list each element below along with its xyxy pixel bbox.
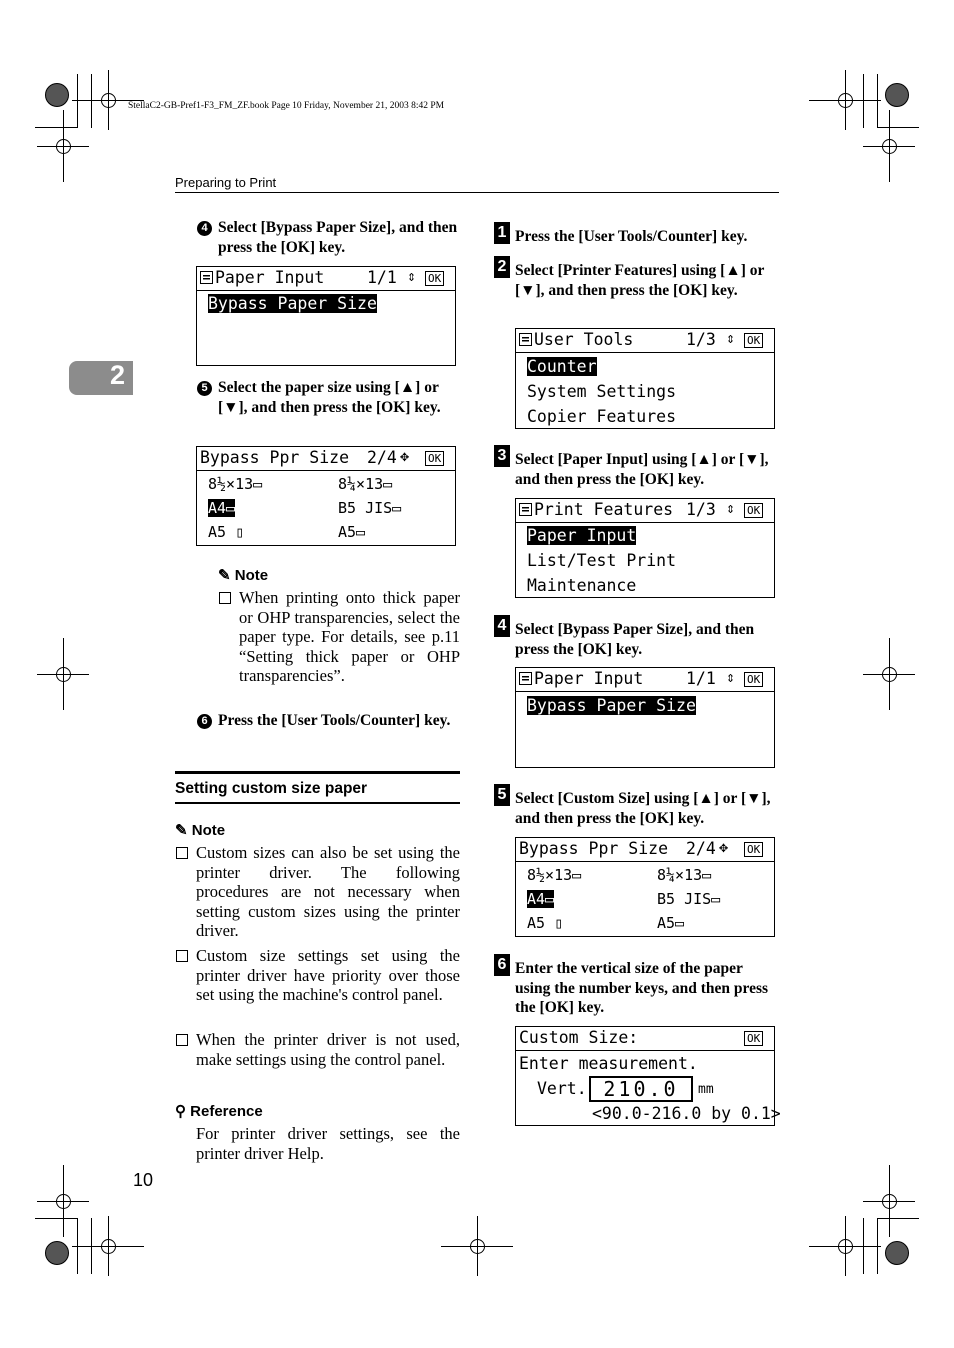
registration-circle	[885, 1241, 909, 1265]
checkbox-bullet	[219, 592, 231, 604]
lcd-print-features	[515, 498, 775, 598]
checkbox-bullet	[176, 847, 188, 859]
chapter-number: 2	[110, 360, 126, 390]
lcd-page: 1/1	[686, 669, 716, 688]
lcd-menu-item: List/Test Print	[527, 551, 677, 570]
lcd-selected-item: Bypass Paper Size	[208, 294, 377, 313]
paper-size-option: B5 JIS▭	[338, 499, 402, 517]
lcd-bypass-ppr-size	[196, 446, 456, 546]
step-number-badge: 6	[494, 954, 510, 976]
step-text: Select [Bypass Paper Size], and then press the [OK] key.	[515, 621, 755, 658]
menu-icon	[200, 271, 213, 284]
paper-size-option: A5 ▯	[527, 914, 564, 932]
right-step-3	[494, 447, 779, 489]
note-text: When printing onto thick paper or OHP transparencies, select the paper type. For details, see p.11 “Setting thick paper or OHP transparencies”.	[239, 588, 460, 685]
left-step-4	[197, 218, 460, 257]
page-number: 10	[133, 1170, 154, 1190]
lcd-paper-input	[196, 266, 456, 366]
four-way-arrows-icon: ✥	[400, 447, 410, 465]
ok-indicator: OK	[744, 503, 763, 518]
step-number-badge: 3	[494, 445, 510, 467]
ok-indicator: OK	[744, 333, 763, 348]
reference-text: For printer driver settings, see the printer driver Help.	[196, 1124, 460, 1163]
step-number-badge: 2	[494, 256, 510, 278]
checkbox-bullet	[176, 950, 188, 962]
lcd-page: 1/3	[686, 500, 716, 519]
paper-size-option: A5▭	[657, 914, 685, 932]
lcd-bypass-ppr-size	[515, 837, 775, 937]
pencil-icon: ✎	[175, 822, 188, 839]
paper-size-option-selected: A4▭	[527, 890, 555, 908]
four-way-arrows-icon: ✥	[719, 838, 729, 856]
step-number-badge: 6	[197, 714, 212, 729]
registration-circle	[885, 83, 909, 107]
note-heading: ✎ Note	[218, 567, 269, 584]
right-step-4	[494, 617, 779, 659]
right-step-5	[494, 786, 779, 828]
step-number-badge: 4	[494, 615, 510, 637]
paper-size-option: A5 ▯	[208, 523, 245, 541]
paper-size-option: A5▭	[338, 523, 366, 541]
lcd-title: Paper Input	[215, 268, 325, 287]
step-text: Select [Printer Features] using [▲] or [▼], and then press the [OK] key.	[515, 262, 765, 299]
paper-size-option-selected: A4▭	[208, 499, 236, 517]
paper-size-option: B5 JIS▭	[657, 890, 721, 908]
lcd-selected-item: Paper Input	[527, 526, 637, 545]
step-text: Select [Custom Size] using [▲] or [▼], and then press the [OK] key.	[515, 790, 771, 827]
step-text: Select [Paper Input] using [▲] or [▼], and then press the [OK] key.	[515, 451, 769, 488]
step-text: Select [Bypass Paper Size], and then press the [OK] key.	[218, 219, 458, 256]
lcd-title: Custom Size:	[519, 1028, 639, 1047]
section-title: Setting custom size paper	[175, 771, 460, 804]
paper-size-option: 8½×13▭	[527, 866, 582, 884]
paper-size-option: 8¼×13▭	[657, 866, 712, 884]
up-down-arrows-icon: ⇕	[726, 329, 736, 347]
header-rule	[175, 192, 779, 193]
note-item: Custom size settings set using the printer driver have priority over those set using the machine's control panel.	[196, 946, 460, 1004]
step-text: Select the paper size using [▲] or [▼], and then press the [OK] key.	[218, 379, 441, 416]
lcd-custom-size	[515, 1026, 781, 1126]
step-text: Press the [User Tools/Counter] key.	[515, 228, 748, 245]
lcd-menu-item: Copier Features	[527, 407, 677, 426]
step-number-badge: 4	[197, 221, 212, 236]
running-head: Preparing to Print	[175, 175, 277, 190]
lcd-title: Print Features	[534, 500, 674, 519]
lcd-range: <90.0-216.0 by 0.1>	[592, 1104, 781, 1123]
up-down-arrows-icon: ⇕	[726, 499, 736, 517]
lcd-page: 2/4	[686, 839, 716, 858]
paper-size-option: 8½×13▭	[208, 475, 263, 493]
lcd-field-label: Vert.	[537, 1079, 587, 1098]
lcd-title: User Tools	[534, 330, 634, 349]
lcd-user-tools	[515, 328, 775, 429]
up-down-arrows-icon: ⇕	[407, 267, 417, 285]
menu-icon	[519, 503, 532, 516]
ok-indicator: OK	[744, 1031, 763, 1046]
magnifier-icon: ⚲	[175, 1103, 186, 1120]
paper-size-option: 8¼×13▭	[338, 475, 393, 493]
step-text: Press the [User Tools/Counter] key.	[218, 712, 451, 729]
ok-indicator: OK	[425, 271, 444, 286]
lcd-selected-item: Bypass Paper Size	[527, 696, 696, 715]
step-text: Enter the vertical size of the paper using the number keys, and then press the [OK] key.	[515, 960, 769, 1016]
note-item: When the printer driver is not used, make settings using the control panel.	[196, 1030, 460, 1069]
registration-circle	[45, 83, 69, 107]
lcd-menu-item: System Settings	[527, 382, 677, 401]
ok-indicator: OK	[744, 672, 763, 687]
reference-heading: ⚲ Reference	[175, 1103, 263, 1120]
note-item: Custom sizes can also be set using the printer driver. The following procedures are not necessary when setting custom sizes using the printer driver.	[196, 843, 460, 940]
lcd-prompt: Enter measurement.	[519, 1054, 698, 1073]
ok-indicator: OK	[744, 842, 763, 857]
vertical-size-input: 210.0	[589, 1076, 693, 1102]
lcd-page: 1/1	[367, 268, 397, 287]
menu-icon	[519, 333, 532, 346]
lcd-page: 2/4	[367, 448, 397, 467]
lcd-page: 1/3	[686, 330, 716, 349]
right-step-2	[494, 258, 779, 300]
lcd-title: Bypass Ppr Size	[200, 448, 350, 467]
lcd-selected-item: Counter	[527, 357, 597, 376]
lcd-menu-item: Maintenance	[527, 576, 637, 595]
up-down-arrows-icon: ⇕	[726, 668, 736, 686]
lcd-title: Bypass Ppr Size	[519, 839, 669, 858]
right-step-1	[494, 224, 779, 247]
note-heading: ✎ Note	[175, 822, 226, 839]
left-step-5	[197, 378, 460, 417]
lcd-title: Paper Input	[534, 669, 644, 688]
ok-indicator: OK	[425, 451, 444, 466]
pencil-icon: ✎	[218, 567, 231, 584]
print-header-info: StellaC2-GB-Pref1-F3_FM_ZF.book Page 10 Friday, November 21, 2003 8:42 PM	[128, 101, 445, 111]
step-number-badge: 1	[494, 222, 510, 244]
checkbox-bullet	[176, 1034, 188, 1046]
step-number-badge: 5	[197, 381, 212, 396]
lcd-paper-input	[515, 667, 775, 768]
menu-icon	[519, 672, 532, 685]
left-step-6	[197, 711, 460, 731]
lcd-unit: mm	[698, 1082, 714, 1097]
step-number-badge: 5	[494, 784, 510, 806]
right-step-6	[494, 956, 779, 1018]
registration-circle	[45, 1241, 69, 1265]
